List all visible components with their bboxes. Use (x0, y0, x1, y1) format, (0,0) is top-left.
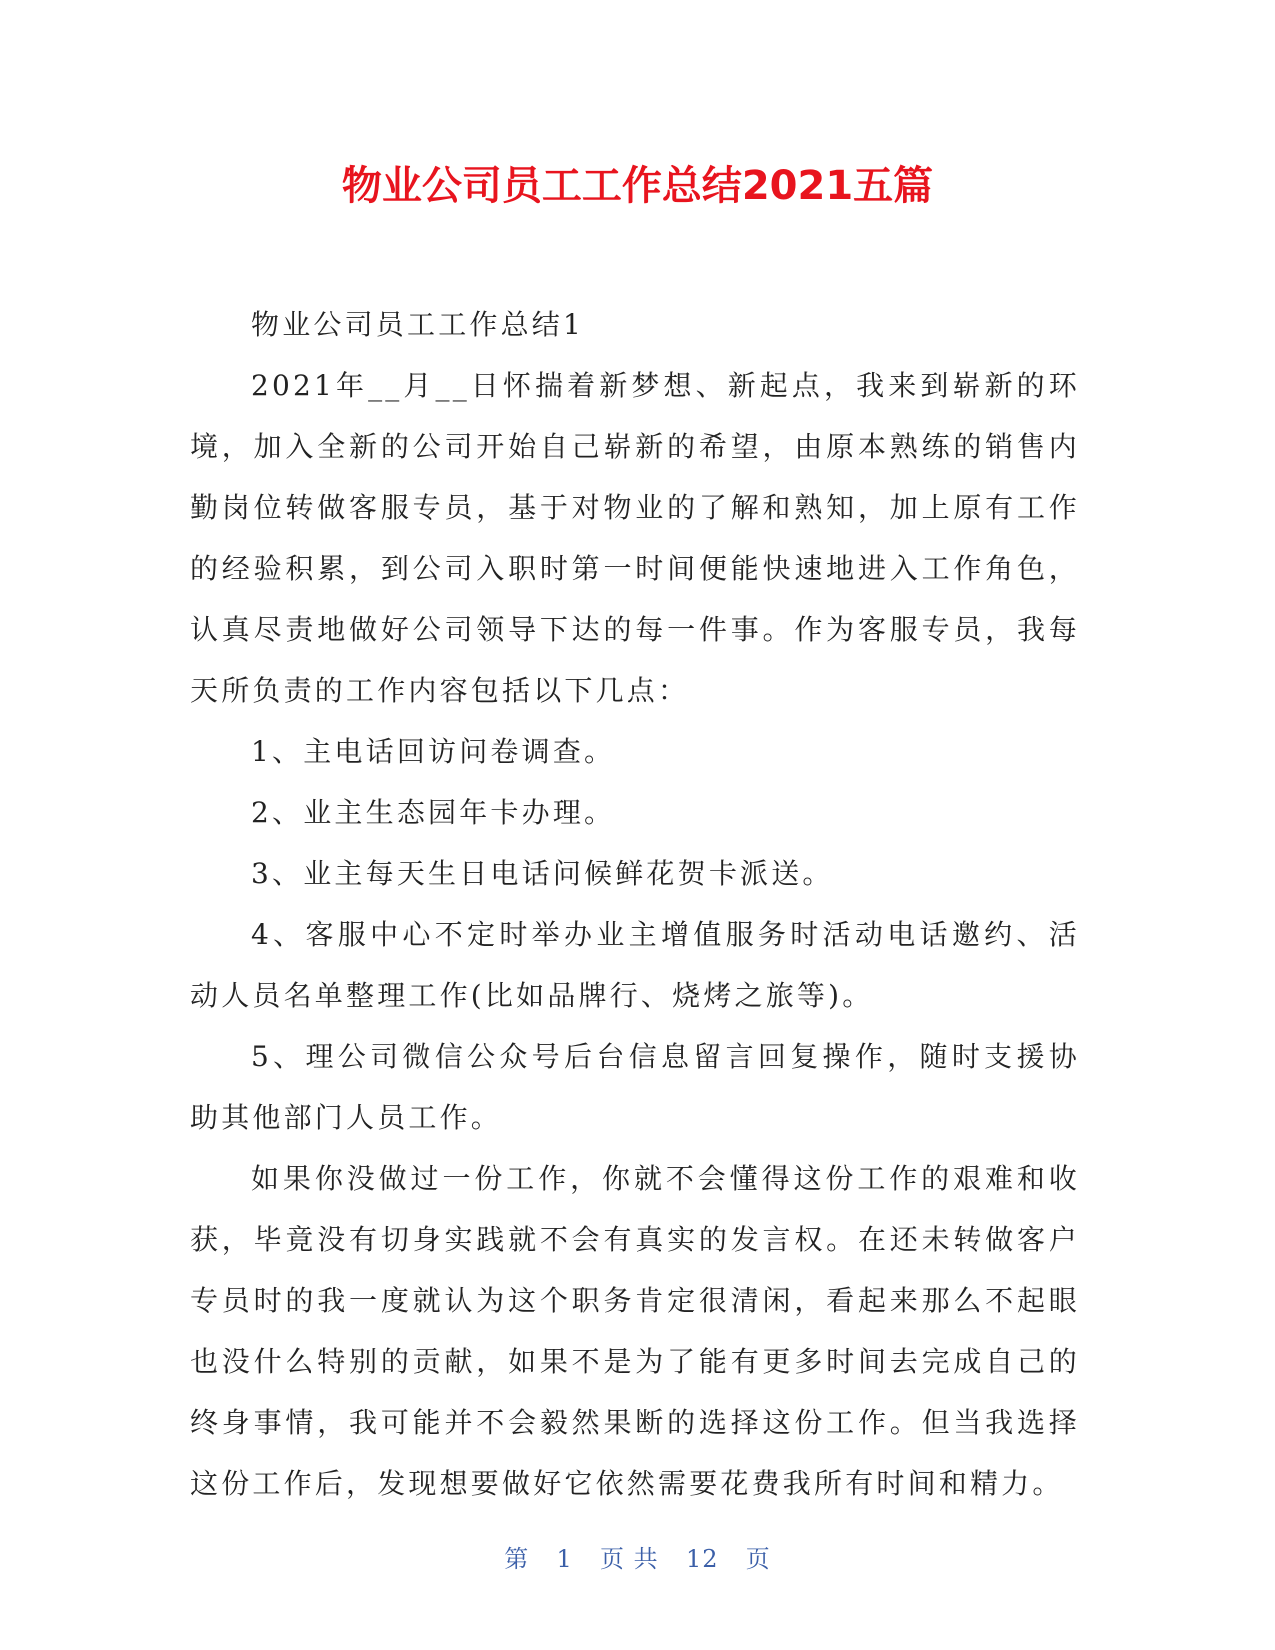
total-pages-number: 12 (685, 1545, 719, 1573)
paragraph: 如果你没做过一份工作，你就不会懂得这份工作的艰难和收获，毕竟没有切身实践就不会有真实的发言权。在还未转做客户专员时的我一度就认为这个职务肯定很清闲，看起来那么不起眼也没什么特别的贡献，如果不是为了能有更多时间去完成自己的终身事情，我可能并不会毅然果断的选择这份工作。但当我选择这份工作后，发现想要做好它依然需要花费我所有时间和精力。 (190, 1162, 1080, 1500)
footer-label-of: 页 共 (600, 1545, 659, 1573)
list-item: 5、理公司微信公众号后台信息留言回复操作，随时支援协助其他部门人员工作。 (190, 1040, 1080, 1134)
footer-label-pages: 页 (745, 1545, 771, 1573)
list-item: 1、主电话回访问卷调查。 (251, 735, 616, 768)
document-body (190, 294, 1080, 1514)
list-item: 3、业主每天生日电话问候鲜花贺卡派送。 (251, 857, 834, 890)
document-title: 物业公司员工工作总结2021五篇 (341, 163, 934, 209)
current-page-number: 1 (556, 1545, 573, 1573)
paragraph: 2021年__月__日怀揣着新梦想、新起点，我来到崭新的环境，加入全新的公司开始自己崭新的希望，由原本熟练的销售内勤岗位转做客服专员，基于对物业的了解和熟知，加上原有工作的经验积累，到公司入职时第一时间便能快速地进入工作角色，认真尽责地做好公司领导下达的每一件事。作为客服专员，我每天所负责的工作内容包括以下几点： (190, 369, 1080, 707)
list-item: 2、业主生态园年卡办理。 (251, 796, 616, 829)
page-footer (0, 1542, 1275, 1576)
section-heading: 物业公司员工工作总结1 (251, 308, 585, 341)
footer-label-page: 第 (504, 1545, 530, 1573)
list-item: 4、客服中心不定时举办业主增值服务时活动电话邀约、活动人员名单整理工作(比如品牌行、烧烤之旅等)。 (190, 918, 1080, 1012)
